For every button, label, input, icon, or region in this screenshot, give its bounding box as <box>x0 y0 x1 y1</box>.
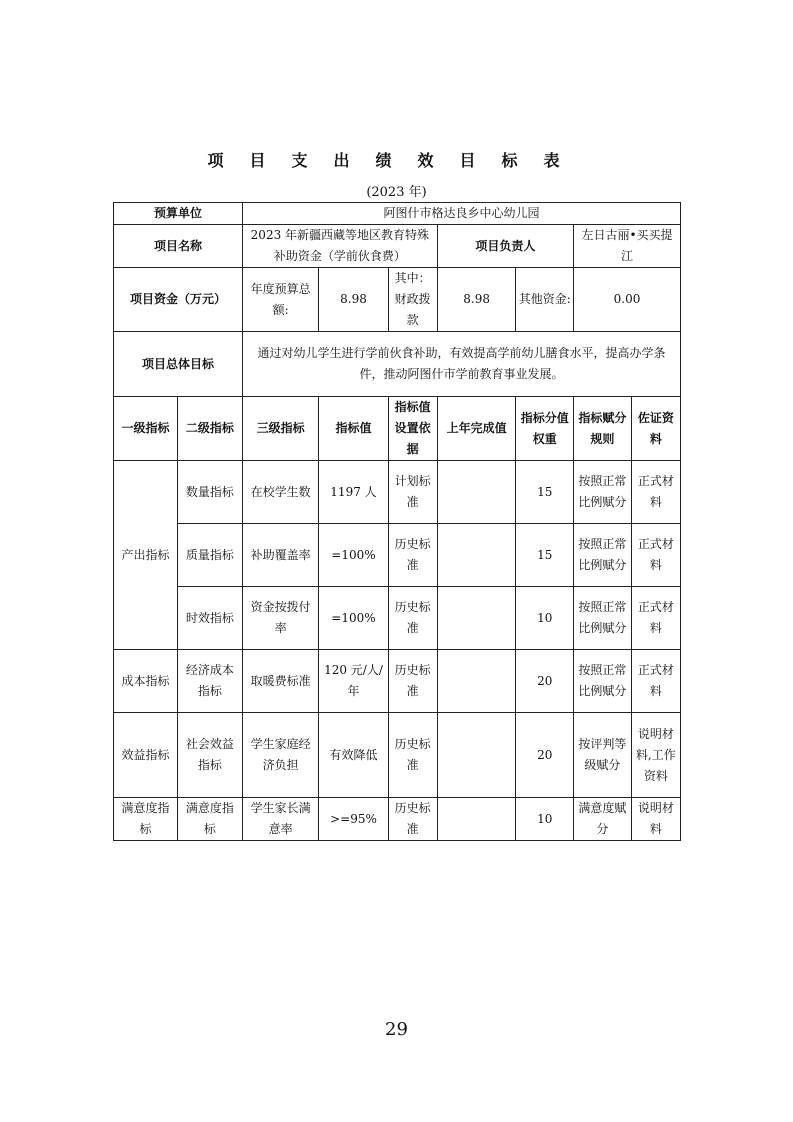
table-row <box>114 461 681 524</box>
row-prev <box>437 587 516 650</box>
header-evidence: 佐证资料 <box>631 397 680 461</box>
row-weight: 10 <box>516 587 574 650</box>
budget-unit-row <box>114 203 681 225</box>
row-prev <box>437 798 516 841</box>
project-name-value: 2023 年新疆西藏等地区教育特殊补助资金（学前伙食费） <box>242 225 437 268</box>
row-value: 有效降低 <box>319 713 388 798</box>
row-rule: 按照正常比例赋分 <box>574 650 632 713</box>
goal-label: 项目总体目标 <box>114 332 243 397</box>
row-value: 1197 人 <box>319 461 388 524</box>
group-satisfaction: 满意度指标 <box>114 798 178 841</box>
fiscal-value: 8.98 <box>437 268 516 332</box>
table-row <box>114 798 681 841</box>
row-rule: 满意度赋分 <box>574 798 632 841</box>
table-row <box>114 524 681 587</box>
header-basis: 指标值设置依据 <box>388 397 437 461</box>
row-weight: 20 <box>516 713 574 798</box>
table-row <box>114 587 681 650</box>
fiscal-label: 其中：财政拨款 <box>388 268 437 332</box>
row-evidence: 正式材料 <box>631 461 680 524</box>
row-rule: 按评判等级赋分 <box>574 713 632 798</box>
row-level2: 经济成本指标 <box>177 650 242 713</box>
goal-value: 通过对幼儿学生进行学前伙食补助，有效提高学前幼儿膳食水平，提高办学条件，推动阿图什市学前教育事业发展。 <box>242 332 680 397</box>
row-weight: 10 <box>516 798 574 841</box>
row-level2: 数量指标 <box>177 461 242 524</box>
other-funds-value: 0.00 <box>574 268 681 332</box>
row-weight: 20 <box>516 650 574 713</box>
row-level3: 学生家庭经济负担 <box>242 713 319 798</box>
annual-budget-value: 8.98 <box>319 268 388 332</box>
project-leader-label: 项目负责人 <box>437 225 573 268</box>
other-funds-label: 其他资金: <box>516 268 574 332</box>
row-weight: 15 <box>516 524 574 587</box>
header-level1: 一级指标 <box>114 397 178 461</box>
table-row <box>114 650 681 713</box>
row-basis: 计划标准 <box>388 461 437 524</box>
row-basis: 历史标准 <box>388 524 437 587</box>
header-weight: 指标分值权重 <box>516 397 574 461</box>
header-value: 指标值 <box>319 397 388 461</box>
row-evidence: 正式材料 <box>631 650 680 713</box>
group-cost: 成本指标 <box>114 650 178 713</box>
header-level2: 二级指标 <box>177 397 242 461</box>
funds-label: 项目资金（万元） <box>114 268 243 332</box>
project-name-row <box>114 225 681 268</box>
row-weight: 15 <box>516 461 574 524</box>
row-level3: 学生家长满意率 <box>242 798 319 841</box>
project-name-label: 项目名称 <box>114 225 243 268</box>
goal-row <box>114 332 681 397</box>
row-basis: 历史标准 <box>388 587 437 650</box>
row-value: >=95% <box>319 798 388 841</box>
row-level2: 社会效益指标 <box>177 713 242 798</box>
row-prev <box>437 650 516 713</box>
header-prev: 上年完成值 <box>437 397 516 461</box>
table-row <box>114 713 681 798</box>
row-rule: 按照正常比例赋分 <box>574 524 632 587</box>
header-level3: 三级指标 <box>242 397 319 461</box>
row-level2: 质量指标 <box>177 524 242 587</box>
row-rule: 按照正常比例赋分 <box>574 587 632 650</box>
year-label: (2023 年) <box>366 185 427 200</box>
row-evidence: 正式材料 <box>631 524 680 587</box>
row-prev <box>437 713 516 798</box>
row-basis: 历史标准 <box>388 798 437 841</box>
row-basis: 历史标准 <box>388 650 437 713</box>
performance-table <box>113 202 681 841</box>
project-leader-value: 左日古丽•买买提江 <box>574 225 681 268</box>
page-title: 项目支出绩效目标表 <box>207 151 586 170</box>
funds-row <box>114 268 681 332</box>
row-value: =100% <box>319 587 388 650</box>
group-benefit: 效益指标 <box>114 713 178 798</box>
row-value: =100% <box>319 524 388 587</box>
row-evidence: 说明材料,工作资料 <box>631 713 680 798</box>
row-level3: 补助覆盖率 <box>242 524 319 587</box>
row-level2: 满意度指标 <box>177 798 242 841</box>
group-output: 产出指标 <box>114 461 178 650</box>
row-prev <box>437 524 516 587</box>
budget-unit-value: 阿图什市格达良乡中心幼儿园 <box>242 203 680 225</box>
row-level3: 在校学生数 <box>242 461 319 524</box>
row-level3: 取暖费标准 <box>242 650 319 713</box>
row-prev <box>437 461 516 524</box>
row-level2: 时效指标 <box>177 587 242 650</box>
row-value: 120 元/人/年 <box>319 650 388 713</box>
row-evidence: 正式材料 <box>631 587 680 650</box>
row-basis: 历史标准 <box>388 713 437 798</box>
row-evidence: 说明材料 <box>631 798 680 841</box>
header-rule: 指标赋分规则 <box>574 397 632 461</box>
row-level3: 资金按拨付率 <box>242 587 319 650</box>
page-number: 29 <box>385 1019 408 1040</box>
row-rule: 按照正常比例赋分 <box>574 461 632 524</box>
annual-budget-label: 年度预算总额: <box>242 268 319 332</box>
header-row <box>114 397 681 461</box>
budget-unit-label: 预算单位 <box>114 203 243 225</box>
